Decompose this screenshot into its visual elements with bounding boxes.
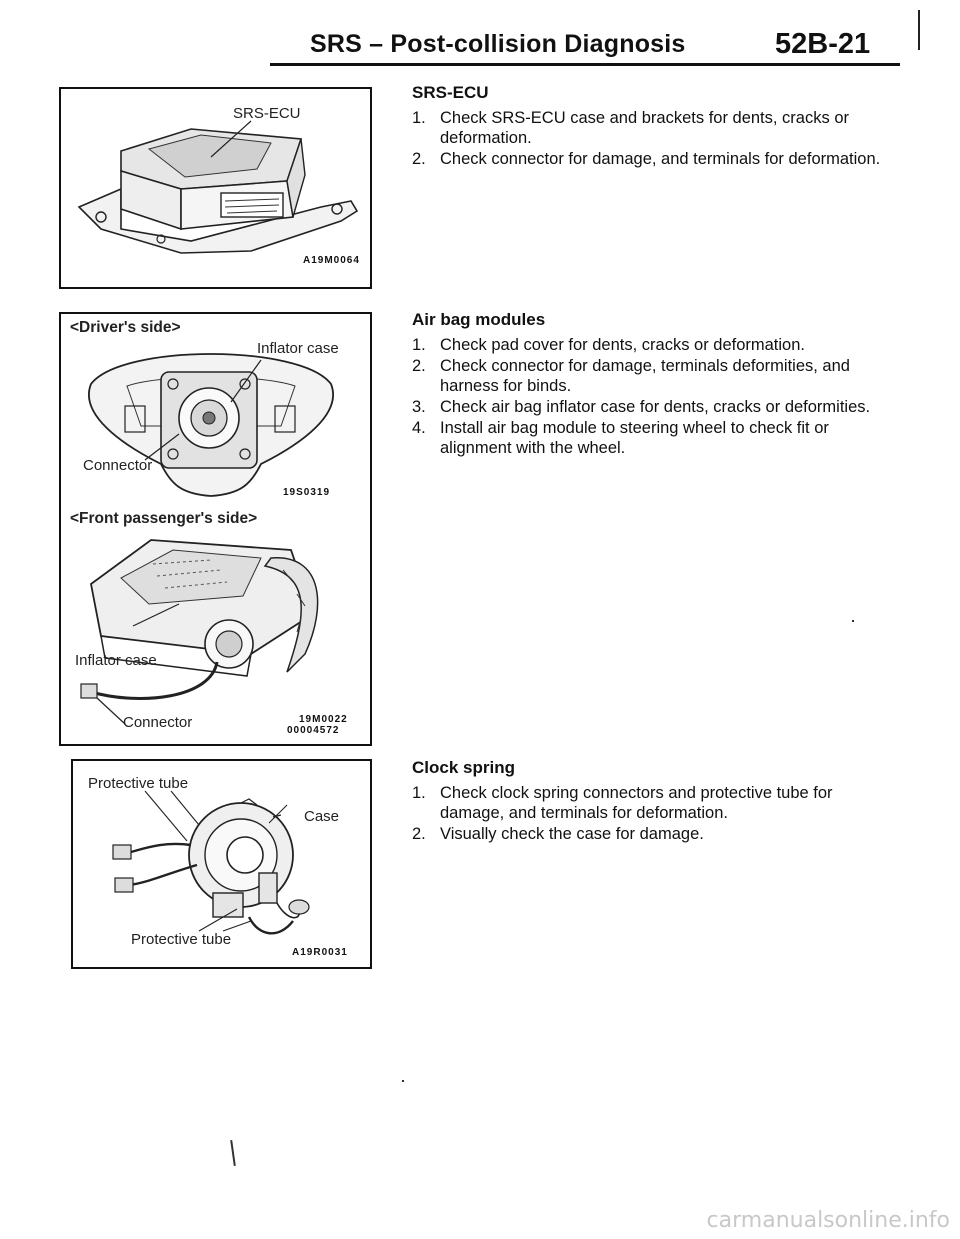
scan-speck <box>852 620 854 622</box>
air-bag-illustration <box>61 314 370 744</box>
figure-code-line1: 19M0022 <box>299 714 348 725</box>
header-rule <box>270 63 900 66</box>
section-clock-spring <box>412 758 892 845</box>
step-number: 2. <box>412 825 426 843</box>
step-number: 1. <box>412 784 426 802</box>
step-item <box>412 335 892 355</box>
step-number: 4. <box>412 419 426 437</box>
step-text: Check pad cover for dents, cracks or deformation. <box>440 336 805 354</box>
step-text: Install air bag module to steering wheel to check fit or alignment with the wheel. <box>440 419 829 457</box>
passenger-inflator-label: Inflator case <box>75 652 157 669</box>
step-item <box>412 397 892 417</box>
step-item <box>412 783 892 823</box>
scan-speck <box>402 1080 404 1082</box>
step-item <box>412 418 892 458</box>
step-number: 2. <box>412 357 426 375</box>
page-header <box>0 0 960 70</box>
scan-speck <box>230 1140 236 1166</box>
driver-inflator-label: Inflator case <box>257 340 339 357</box>
step-text: Check connector for damage, and terminals for deformation. <box>440 150 881 168</box>
passenger-connector-label: Connector <box>123 714 193 731</box>
step-text: Check air bag inflator case for dents, cracks or deformities. <box>440 398 871 416</box>
step-text: Visually check the case for damage. <box>440 825 704 843</box>
driver-connector-label: Connector <box>83 457 153 474</box>
step-item <box>412 108 892 148</box>
figure-code: A19M0064 <box>303 255 360 266</box>
section-title: SRS-ECU <box>412 83 489 102</box>
figure-code: A19R0031 <box>292 947 348 958</box>
figure-srs-ecu <box>59 87 372 289</box>
section-air-bag-modules <box>412 310 892 459</box>
page-number: 52B-21 <box>775 28 871 60</box>
section-title: Clock spring <box>412 758 515 777</box>
step-number: 3. <box>412 398 426 416</box>
figure-air-bag-modules <box>59 312 372 746</box>
case-label: Case <box>304 808 340 825</box>
step-number: 2. <box>412 150 426 168</box>
protective-tube-bottom-label: Protective tube <box>131 931 232 948</box>
section-title: Air bag modules <box>412 310 546 329</box>
protective-tube-top-label: Protective tube <box>88 775 189 792</box>
margin-mark <box>918 10 920 50</box>
step-item <box>412 824 892 844</box>
passenger-side-label: <Front passenger's side> <box>70 510 258 527</box>
driver-side-label: <Driver's side> <box>70 319 181 336</box>
step-number: 1. <box>412 109 426 127</box>
step-text: Check clock spring connectors and protective tube for damage, and terminals for deformation. <box>440 784 833 822</box>
section-srs-ecu <box>412 83 892 170</box>
step-item <box>412 356 892 396</box>
step-text: Check connector for damage, terminals deformities, and harness for binds. <box>440 357 850 395</box>
figure-clock-spring <box>71 759 372 969</box>
figure-code-line2: 00004572 <box>287 725 340 736</box>
step-number: 1. <box>412 336 426 354</box>
srs-ecu-label: SRS-ECU <box>233 105 301 122</box>
figure-code: 19S0319 <box>283 487 331 498</box>
step-text: Check SRS-ECU case and brackets for dents, cracks or deformation. <box>440 109 849 147</box>
header-title: SRS – Post-collision Diagnosis <box>310 30 686 58</box>
step-item <box>412 149 892 169</box>
watermark: carmanualsonline.info <box>706 1208 950 1233</box>
